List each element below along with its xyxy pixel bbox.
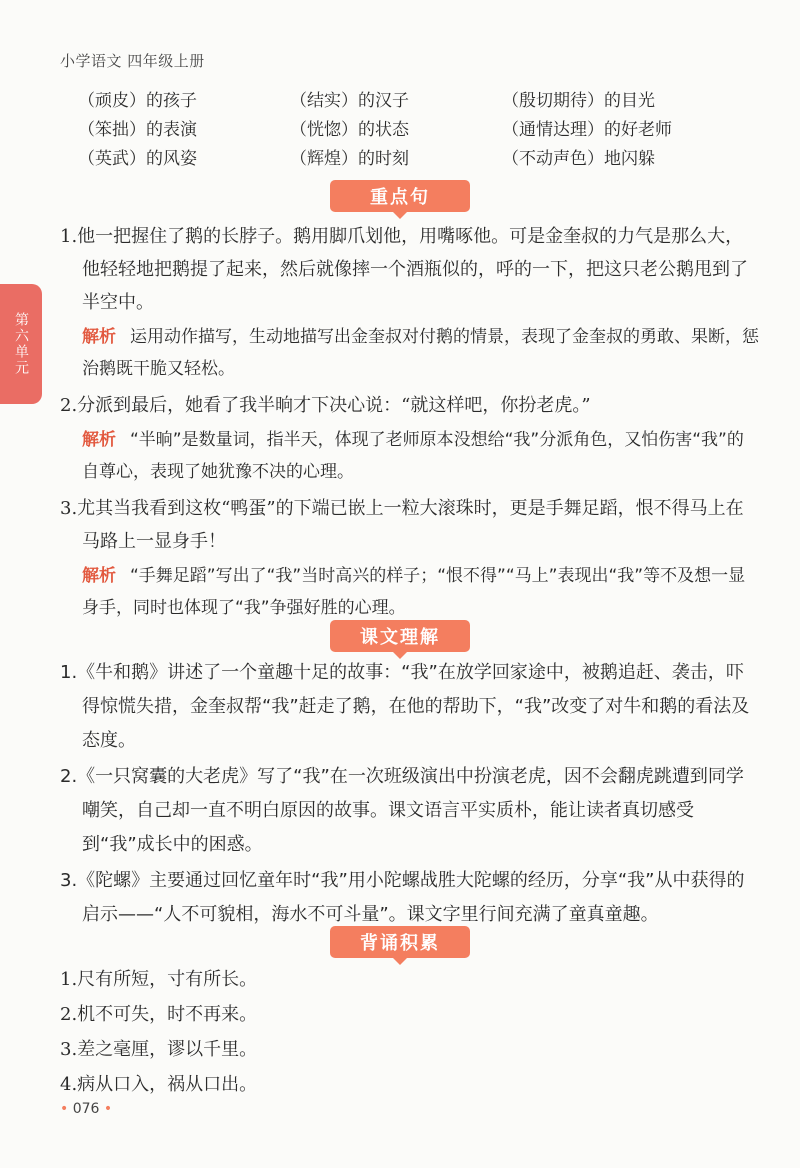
analysis-note [60, 424, 760, 488]
phrase-item: （英武）的风姿 [78, 149, 197, 169]
analysis-text: 运用动作描写，生动地描写出金奎叔对付鹅的情景，表现了金奎叔的勇敢、果断，惩治鹅既干脆又轻松。 [82, 327, 759, 379]
phrase-item: （顽皮）的孩子 [78, 91, 197, 111]
analysis-label: 解析 [82, 566, 116, 586]
phrase-item: （不动声色）地闪躲 [502, 149, 655, 169]
phrase-item: （结实）的汉子 [290, 91, 409, 111]
section-header-wrap [0, 620, 800, 652]
key-sentence: 1.他一把握住了鹅的长脖子。鹅用脚爪划他，用嘴啄他。可是金奎叔的力气是那么大，他轻轻地把鹅提了起来，然后就像摔一个酒瓶似的，呼的一下，把这只老公鹅甩到了半空中。 [60, 226, 748, 313]
analysis-text: “半晌”是数量词，指半天，体现了老师原本没想给“我”分派角色，又怕伤害“我”的自尊心，表现了她犹豫不决的心理。 [82, 430, 744, 482]
section-header-wrap [0, 180, 800, 212]
key-sentence: 3.尤其当我看到这枚“鸭蛋”的下端已嵌上一粒大滚珠时，更是手舞足蹈，恨不得马上在马路上一显身手！ [60, 498, 744, 552]
recitation-item: 1.尺有所短，寸有所长。 [60, 969, 258, 990]
key-sentences-section [60, 220, 760, 628]
phrase-item: （恍惚）的状态 [290, 120, 409, 140]
phrase-item: （笨拙）的表演 [78, 120, 197, 140]
understanding-item: 2.《一只窝囊的大老虎》写了“我”在一次班级演出中扮演老虎，因不会翻虎跳遭到同学嘲笑，自己却一直不明白原因的故事。课文语言平实质朴，能让读者真切感受到“我”成长中的困惑。 [60, 766, 744, 855]
phrase-grid [78, 88, 718, 172]
section-badge-key-sentences: 重点句 [330, 180, 470, 212]
section-header-wrap [0, 926, 800, 958]
dot-icon: • [60, 1101, 69, 1117]
recitation-item: 2.机不可失，时不再来。 [60, 1004, 258, 1025]
phrase-item: （辉煌）的时刻 [290, 149, 409, 169]
page-number [60, 1101, 112, 1117]
understanding-section [60, 656, 760, 934]
section-badge-recitation: 背诵积累 [330, 926, 470, 958]
page-number-text: 076 [72, 1101, 100, 1117]
analysis-label: 解析 [82, 327, 116, 347]
dot-icon: • [103, 1101, 113, 1117]
recitation-section [60, 962, 760, 1102]
recitation-item: 4.病从口入，祸从口出。 [60, 1074, 258, 1095]
key-sentence: 2.分派到最后，她看了我半晌才下决心说：“就这样吧，你扮老虎。” [60, 395, 591, 416]
page-header: 小学语文 四年级上册 [60, 52, 205, 70]
recitation-item: 3.差之毫厘，谬以千里。 [60, 1039, 258, 1060]
phrase-item: （殷切期待）的目光 [502, 91, 655, 111]
section-badge-understanding: 课文理解 [330, 620, 470, 652]
analysis-label: 解析 [82, 430, 116, 450]
analysis-text: “手舞足蹈”写出了“我”当时高兴的样子；“恨不得”“马上”表现出“我”等不及想一显身手，同时也体现了“我”争强好胜的心理。 [82, 566, 746, 618]
phrase-item: （通情达理）的好老师 [502, 120, 672, 140]
understanding-item: 1.《牛和鹅》讲述了一个童趣十足的故事：“我”在放学回家途中，被鹅追赶、袭击，吓得惊慌失措，金奎叔帮“我”赶走了鹅，在他的帮助下，“我”改变了对牛和鹅的看法及态度。 [60, 662, 750, 751]
analysis-note [60, 560, 760, 624]
understanding-item: 3.《陀螺》主要通过回忆童年时“我”用小陀螺战胜大陀螺的经历，分享“我”从中获得的启示——“人不可貌相，海水不可斗量”。课文字里行间充满了童真童趣。 [60, 870, 745, 925]
unit-side-tab: 第六单元 [0, 284, 42, 404]
analysis-note [60, 321, 760, 385]
